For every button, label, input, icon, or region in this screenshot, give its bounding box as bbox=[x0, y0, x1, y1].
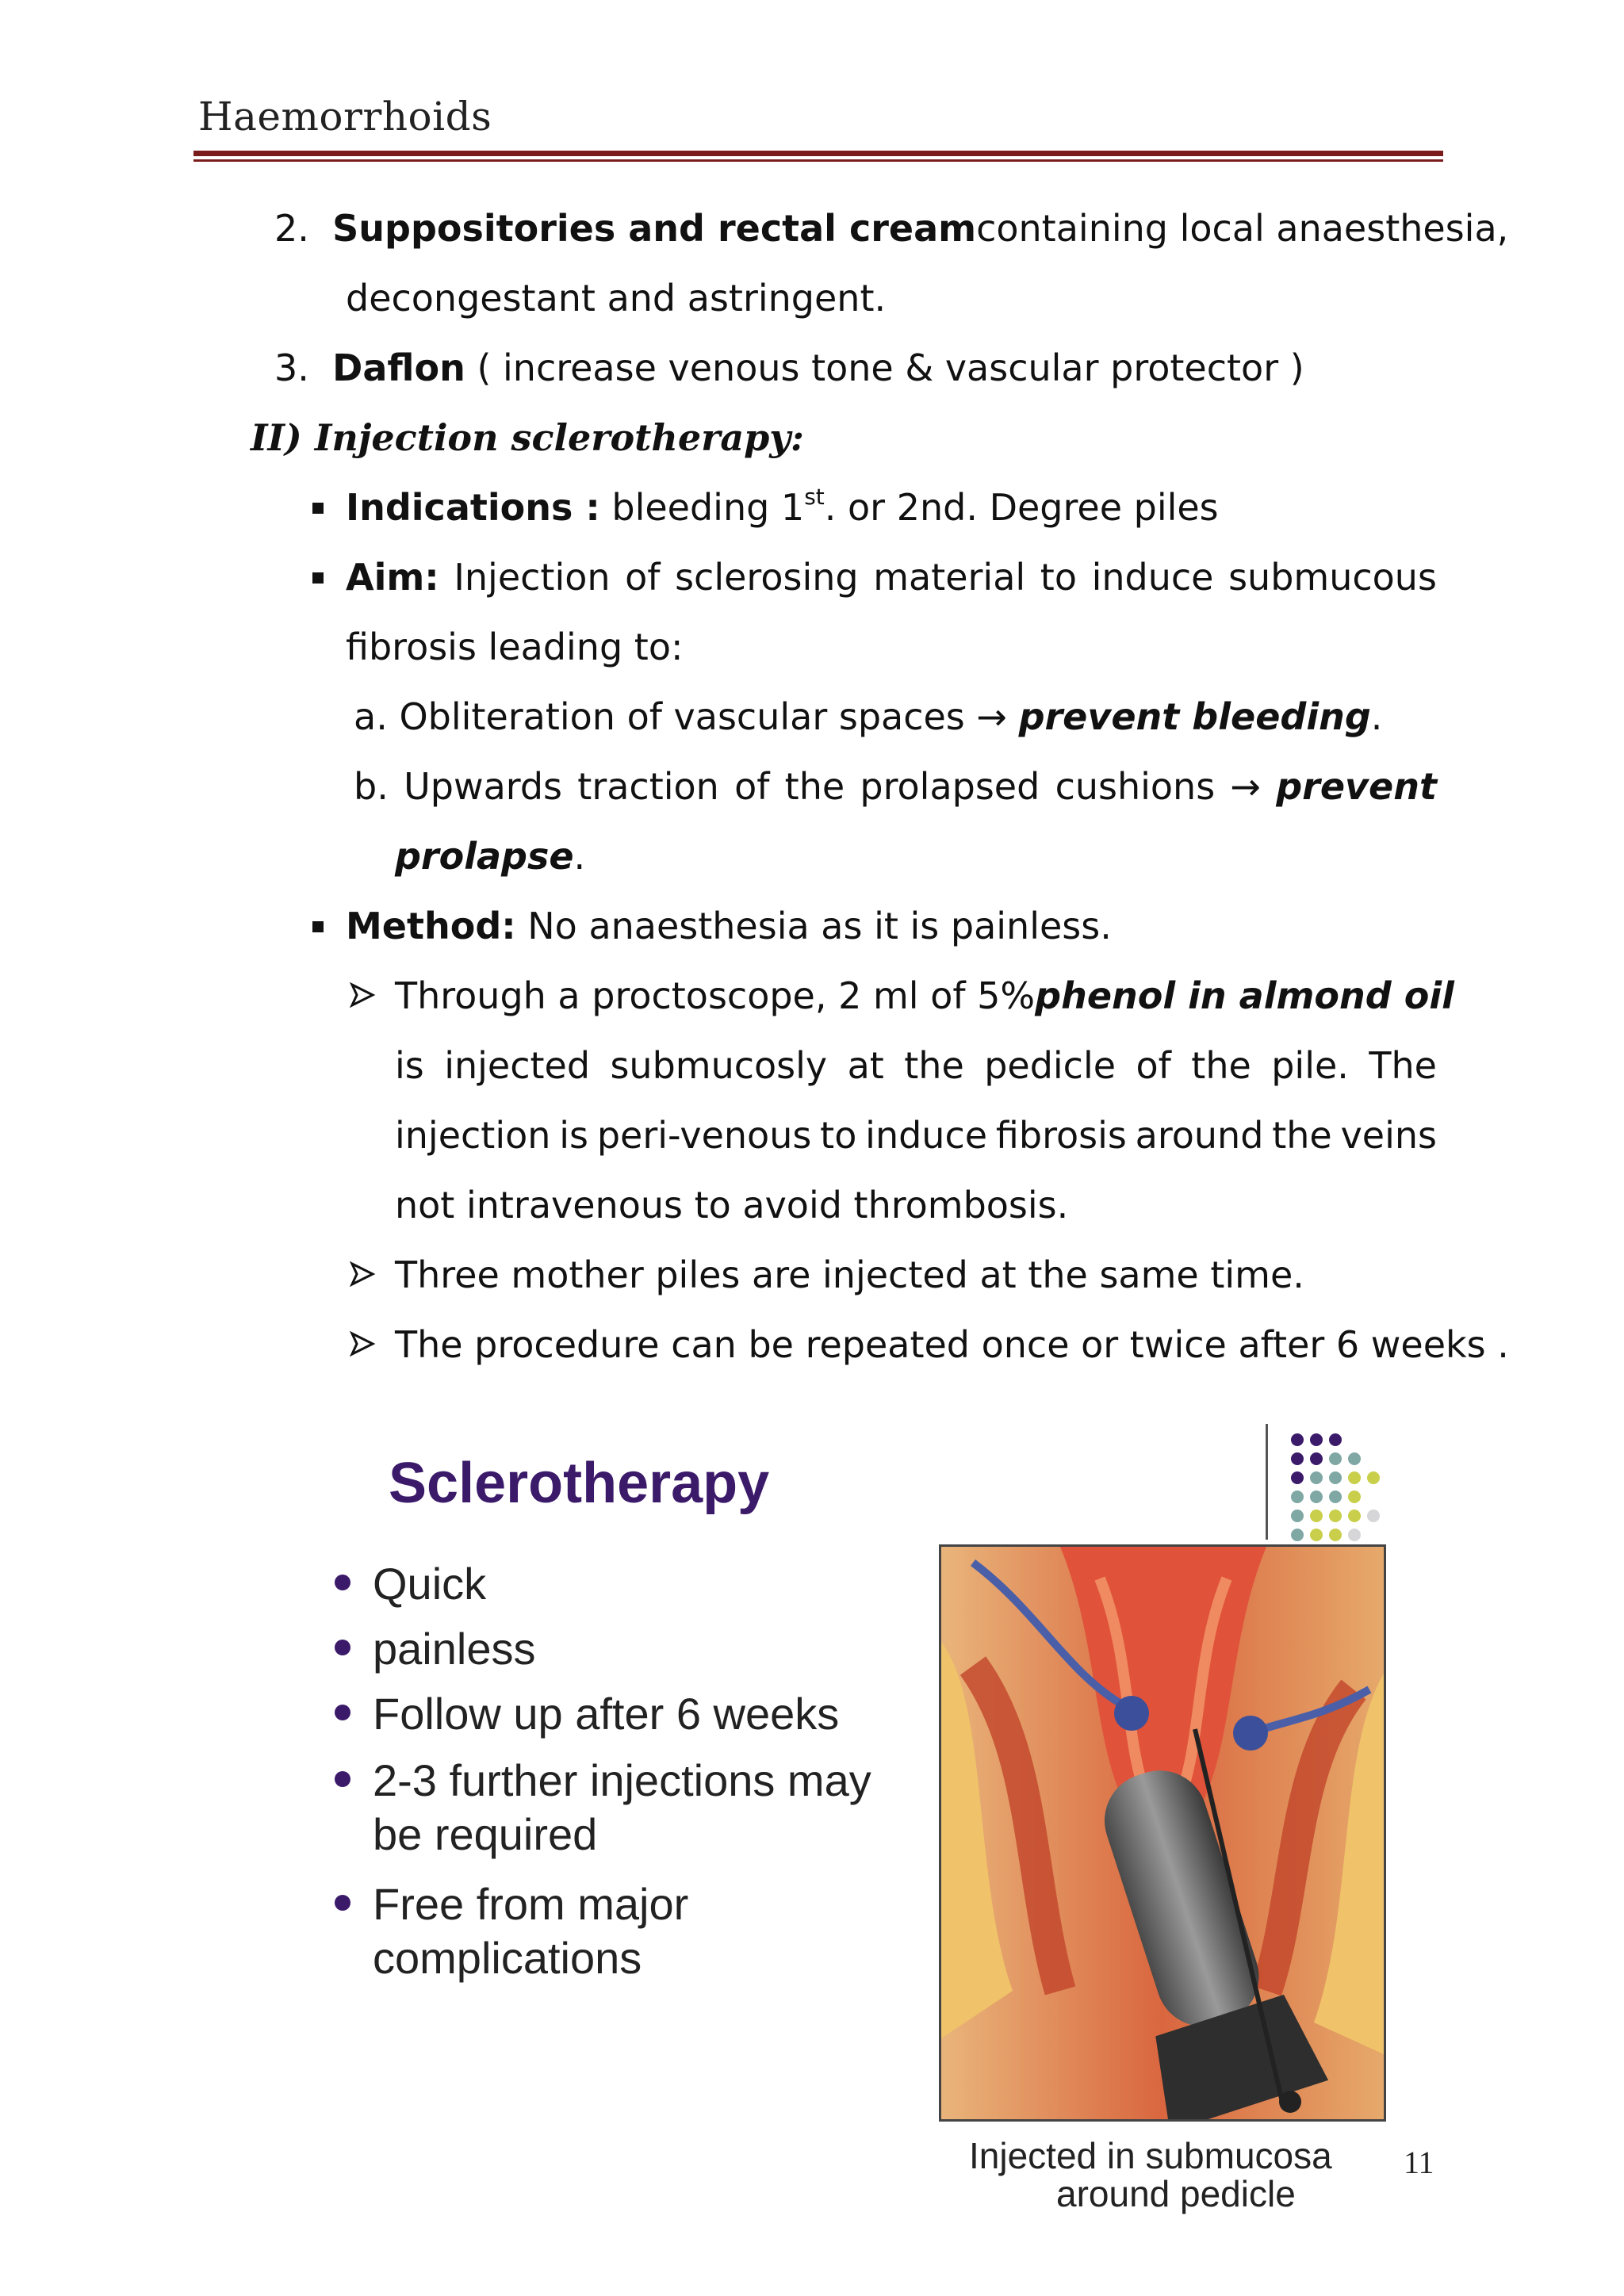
dot bbox=[1348, 1529, 1361, 1541]
word: the bbox=[1272, 1114, 1332, 1157]
arrowhead-bullet-icon bbox=[349, 1330, 376, 1357]
sub-item-b-continuation bbox=[395, 835, 586, 878]
slide-bullet-text-continuation: be required bbox=[373, 1809, 598, 1859]
dot bbox=[1329, 1490, 1342, 1503]
indications-label: Indications : bbox=[346, 486, 600, 529]
list-item-bold: Suppositories and rectal cream bbox=[332, 207, 977, 250]
dot bbox=[1291, 1433, 1304, 1446]
aim-word: induce bbox=[1091, 556, 1214, 599]
list-number: 3. bbox=[274, 346, 309, 389]
proctoscope-injection-drawing bbox=[941, 1547, 1384, 2119]
arrow-item-1-line2 bbox=[395, 1044, 1437, 1087]
aim-continuation: fibrosis leading to: bbox=[346, 626, 684, 668]
word: to bbox=[820, 1114, 857, 1157]
dot bbox=[1291, 1510, 1304, 1522]
word: induce bbox=[865, 1114, 988, 1157]
sub-item-end: . bbox=[1370, 695, 1383, 738]
dot bbox=[1329, 1510, 1342, 1522]
b-arrow: → bbox=[1230, 765, 1261, 808]
dot bbox=[1310, 1452, 1323, 1465]
arrowhead-bullet-icon bbox=[349, 1261, 376, 1288]
indications-text: bleeding 1 bbox=[611, 486, 805, 529]
slide-bullet-text: Follow up after 6 weeks bbox=[373, 1689, 840, 1739]
dot bbox=[1310, 1490, 1323, 1503]
header-rule-thin bbox=[193, 159, 1443, 162]
dot bbox=[1291, 1452, 1304, 1465]
arrow-item-text: Through a proctoscope, 2 ml of 5% bbox=[395, 974, 1036, 1017]
arrow-item-bold: phenol in almond oil bbox=[1035, 974, 1454, 1017]
method-text: No anaesthesia as it is painless. bbox=[527, 905, 1112, 947]
aim-word: Injection bbox=[454, 556, 611, 599]
word: fibrosis bbox=[995, 1114, 1127, 1157]
b-word: Upwards bbox=[404, 765, 563, 808]
aim-word: to bbox=[1040, 556, 1077, 599]
header-rule-thick bbox=[193, 151, 1443, 156]
word: injected bbox=[444, 1044, 591, 1087]
slide-bullet-icon bbox=[335, 1640, 350, 1655]
dot bbox=[1310, 1510, 1323, 1522]
slide-bullet-icon bbox=[335, 1771, 350, 1787]
b-word: of bbox=[734, 765, 770, 808]
sub-item-b bbox=[354, 765, 1437, 808]
list-number: 2. bbox=[274, 207, 309, 250]
dot bbox=[1329, 1471, 1342, 1484]
sub-item-a bbox=[354, 695, 1383, 738]
square-bullet-icon bbox=[312, 503, 324, 514]
word: is bbox=[395, 1044, 424, 1087]
aim-label: Aim: bbox=[346, 556, 439, 599]
b-word: the bbox=[784, 765, 845, 808]
slide-bullet-icon bbox=[335, 1705, 350, 1720]
dot bbox=[1310, 1471, 1323, 1484]
aim-word: of bbox=[625, 556, 661, 599]
word: around bbox=[1135, 1114, 1264, 1157]
list-item-2-continuation: decongestant and astringent. bbox=[346, 277, 887, 320]
list-item-text: containing local anaesthesia, bbox=[976, 207, 1509, 250]
slide-bullet-text: painless bbox=[373, 1624, 536, 1674]
sub-item-label: a. bbox=[354, 695, 388, 738]
dot bbox=[1348, 1510, 1361, 1522]
indications-line bbox=[346, 483, 1219, 529]
word: submucosly bbox=[610, 1044, 828, 1087]
list-item-bold: Daflon bbox=[332, 346, 465, 389]
section-heading: II) Injection sclerotherapy: bbox=[251, 416, 804, 459]
slide-bullet-text-continuation: complications bbox=[373, 1933, 642, 1983]
word: of bbox=[1136, 1044, 1171, 1087]
word: veins bbox=[1340, 1114, 1437, 1157]
dot bbox=[1348, 1471, 1361, 1484]
dot bbox=[1348, 1452, 1361, 1465]
dot bbox=[1329, 1433, 1342, 1446]
aim-word: submucous bbox=[1228, 556, 1437, 599]
word: the bbox=[1191, 1044, 1251, 1087]
dot bbox=[1291, 1490, 1304, 1503]
word: pedicle bbox=[984, 1044, 1116, 1087]
aim-word: material bbox=[873, 556, 1026, 599]
b-bold: prevent bbox=[1276, 765, 1437, 808]
word: peri-venous bbox=[596, 1114, 812, 1157]
slide-bullet-text: Quick bbox=[373, 1559, 487, 1609]
dot bbox=[1310, 1433, 1323, 1446]
dot bbox=[1291, 1529, 1304, 1541]
slide-title: Sclerotherapy bbox=[389, 1452, 770, 1515]
b-word: traction bbox=[577, 765, 719, 808]
word: The bbox=[1369, 1044, 1437, 1087]
list-item-text: ( increase venous tone & vascular protector ) bbox=[477, 346, 1304, 389]
page-number: 11 bbox=[1404, 2145, 1434, 2180]
b-word: prolapsed bbox=[860, 765, 1040, 808]
sub-item-label: b. bbox=[354, 765, 389, 808]
dot bbox=[1348, 1490, 1361, 1503]
sub-item-bold: prevent bleeding bbox=[1018, 695, 1371, 738]
illustration-caption-line1: Injected in submucosa bbox=[969, 2135, 1332, 2176]
slide-bullet-icon bbox=[335, 1895, 350, 1911]
arrow-item-2: Three mother piles are injected at the same time. bbox=[395, 1253, 1304, 1296]
word: pile. bbox=[1271, 1044, 1349, 1087]
dot bbox=[1367, 1471, 1380, 1484]
square-bullet-icon bbox=[312, 921, 324, 932]
dot bbox=[1291, 1471, 1304, 1484]
b-bold-continuation: prolapse bbox=[395, 835, 574, 878]
b-word: cushions bbox=[1055, 765, 1216, 808]
aim-line bbox=[346, 556, 1437, 599]
sub-item-text: Obliteration of vascular spaces → bbox=[399, 695, 1019, 738]
word: injection bbox=[395, 1114, 551, 1157]
method-label: Method: bbox=[346, 905, 516, 947]
dot bbox=[1367, 1510, 1380, 1522]
running-header: Haemorrhoids bbox=[198, 94, 492, 140]
dot bbox=[1329, 1452, 1342, 1465]
superscript: st bbox=[804, 483, 825, 510]
aim-word: sclerosing bbox=[675, 556, 859, 599]
slide-bullet-text: Free from major bbox=[373, 1879, 689, 1929]
slide-bullet-text: 2-3 further injections may bbox=[373, 1755, 871, 1805]
b-end: . bbox=[573, 835, 586, 878]
sclerotherapy-illustration bbox=[939, 1544, 1386, 2122]
list-item-3 bbox=[274, 346, 1304, 389]
decorative-divider bbox=[1266, 1424, 1268, 1540]
arrow-item-1 bbox=[395, 974, 1454, 1017]
illustration-caption-line2: around pedicle bbox=[1056, 2173, 1296, 2214]
arrow-item-1-line3 bbox=[395, 1114, 1437, 1157]
word: the bbox=[904, 1044, 964, 1087]
word: at bbox=[847, 1044, 884, 1087]
indications-text-end: . or 2nd. Degree piles bbox=[824, 486, 1219, 529]
list-item-2 bbox=[274, 207, 1509, 250]
dot bbox=[1310, 1529, 1323, 1541]
arrow-item-3: The procedure can be repeated once or twice after 6 weeks . bbox=[395, 1323, 1509, 1366]
square-bullet-icon bbox=[312, 572, 324, 584]
arrow-item-1-line4: not intravenous to avoid thrombosis. bbox=[395, 1184, 1069, 1226]
slide-bullet-icon bbox=[335, 1575, 350, 1590]
word: is bbox=[559, 1114, 588, 1157]
arrowhead-bullet-icon bbox=[349, 982, 376, 1008]
method-line bbox=[346, 905, 1112, 947]
dot bbox=[1329, 1529, 1342, 1541]
